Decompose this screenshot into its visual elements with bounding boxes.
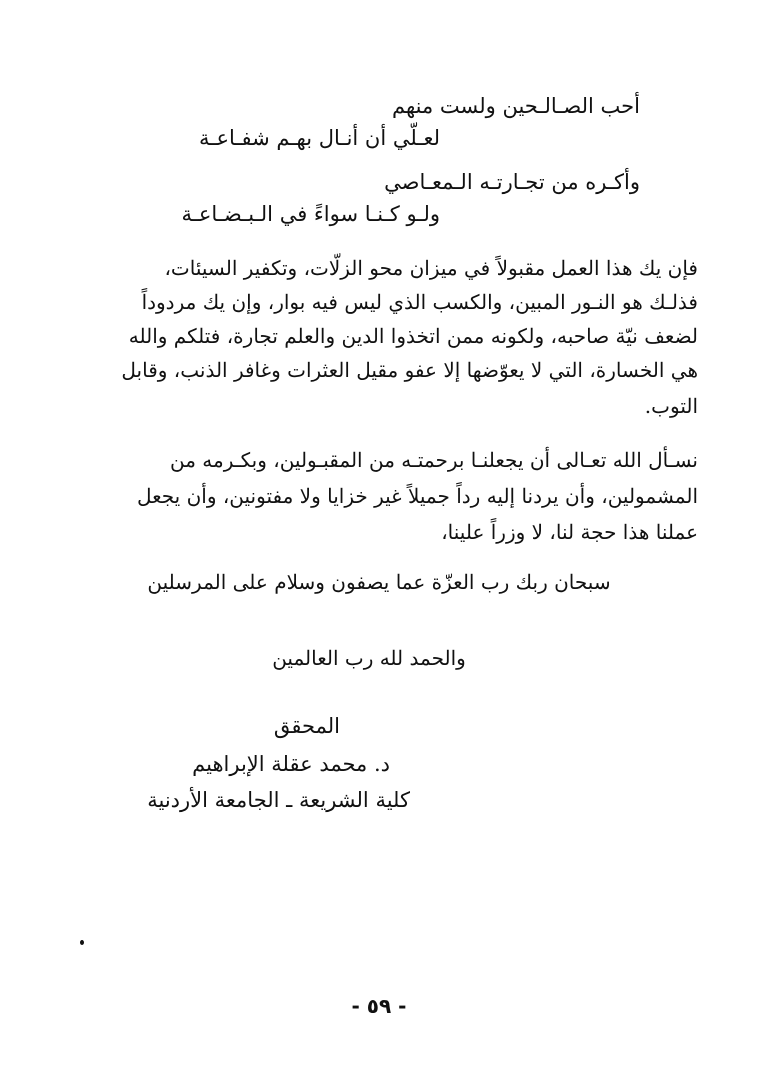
- tasbih-line: سبحان ربك رب العزّة عما يصفون وسلام على المرسلين: [147, 570, 611, 594]
- poem-line-2: لعـلّي أن أنـال بهـم شفـاعـة: [199, 126, 440, 150]
- paragraph-2-line-2: المشمولين، وأن يردنا إليه رداً جميلاً غير خزايا ولا مفتونين، وأن يجعل: [136, 484, 698, 508]
- poem-line-1: أحب الصـالـحين ولست منهم: [391, 94, 640, 118]
- paragraph-1-line-5: التوب.: [644, 394, 698, 418]
- signature-name: د. محمد عقلة الإبراهيم: [192, 752, 390, 776]
- paragraph-1-line-1: فإن يك هذا العمل مقبولاً في ميزان محو الزلّات، وتكفير السيئات،: [164, 256, 698, 280]
- paragraph-1-line-4: هي الخسارة، التي لا يعوّضها إلا عفو مقيل العثرات وغافر الذنب، وقابل: [121, 358, 698, 382]
- hamd-line: والحمد لله رب العالمين: [272, 646, 466, 670]
- signature-affiliation: كلية الشريعة ـ الجامعة الأردنية: [147, 788, 410, 812]
- poem-line-4: ولـو كـنـا سواءً في الـبـضـاعـة: [181, 202, 440, 226]
- scan-speck: [80, 940, 84, 945]
- poem-line-3: وأكـره من تجـارتـه الـمعـاصي: [384, 170, 640, 194]
- signature-role: المحقق: [273, 714, 340, 738]
- paragraph-2-line-1: نسـأل الله تعـالى أن يجعلنـا برحمتـه من المقبـولين، وبكـرمه من: [170, 448, 698, 472]
- paragraph-1-line-3: لضعف نيّة صاحبه، ولكونه ممن اتخذوا الدين والعلم تجارة، فتلكم والله: [128, 324, 698, 348]
- paragraph-2-line-3: عملنا هذا حجة لنا، لا وزراً علينا،: [441, 520, 698, 544]
- paragraph-1-line-2: فذلـك هو النـور المبين، والكسب الذي ليس فيه بوار، وإن يك مردوداً: [141, 290, 698, 314]
- page-number: - ٥٩ -: [351, 994, 407, 1018]
